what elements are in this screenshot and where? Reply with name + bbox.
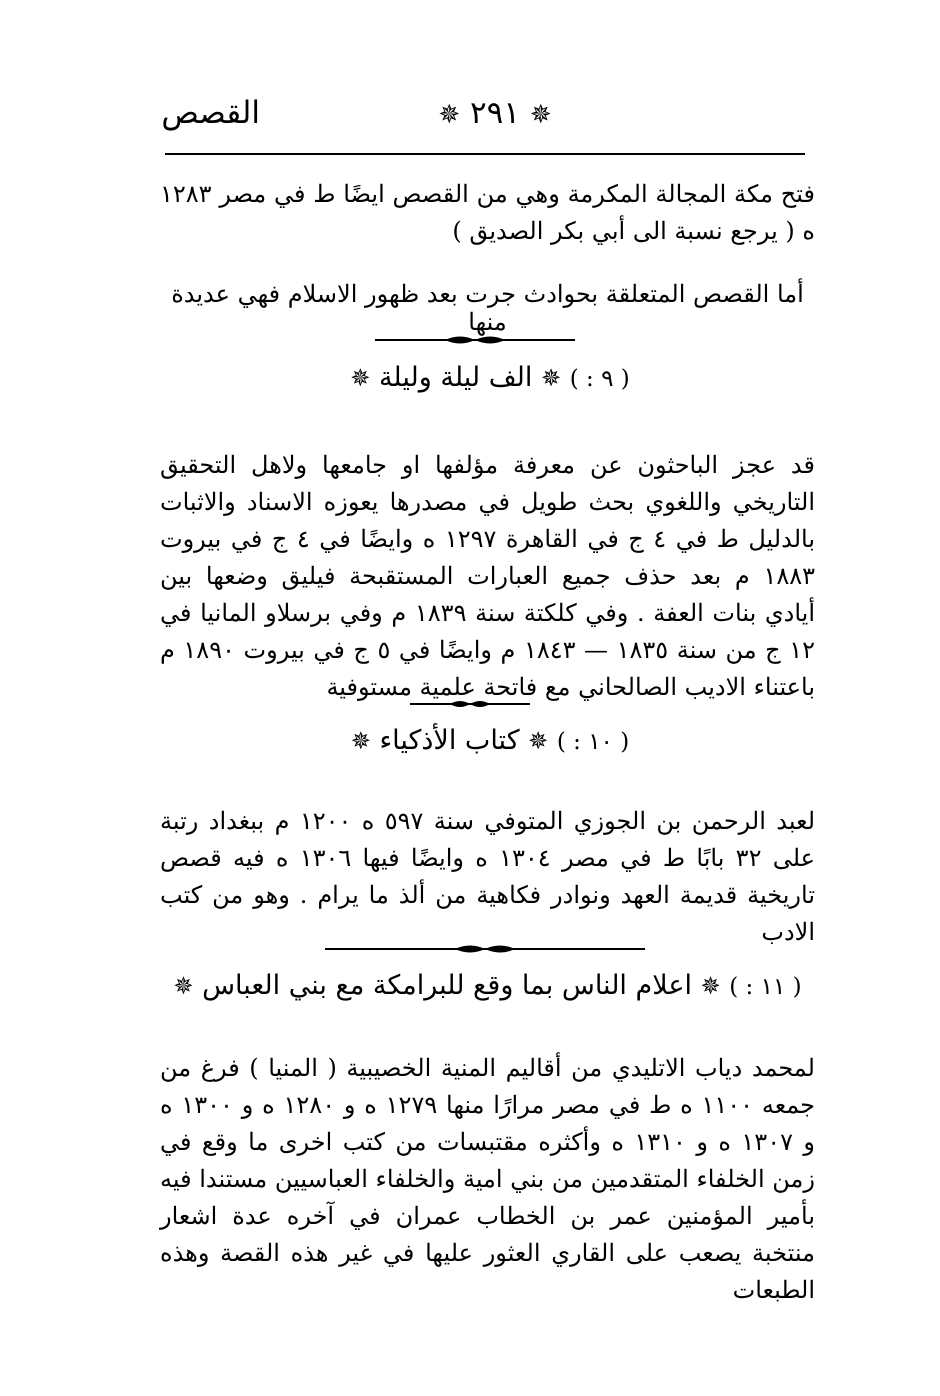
section-number: ( ٩ : ) <box>569 366 630 392</box>
section-title: الف ليلة وليلة <box>378 362 533 393</box>
page-header <box>161 95 805 145</box>
star-ornament-icon: ✵ <box>700 972 721 1000</box>
star-ornament-icon: ✵ <box>350 364 371 392</box>
ornament-star-icon: ✵ <box>438 100 461 130</box>
star-ornament-icon: ✵ <box>541 364 562 392</box>
section-number: ( ١١ : ) <box>729 974 802 1000</box>
section-body: قد عجز الباحثون عن معرفة مؤلفها او جامعها ولاهل التحقيق التاريخي واللغوي بحث طويل في مصدرها يعوزه الاسناد والاثبات بالدليل ط في ٤ ج في القاهرة ١٢٩٧ ه وايضًا في ٤ ج في بيروت ١٨٨٣ م بعد حذف جميع العبارات المستقبحة فيليق وضعها بين أيادي بنات العفة . وفي كلكتة سنة ١٨٣٩ م وفي برسلاو المانيا في ١٢ ج من سنة ١٨٣٥ — ١٨٤٣ م وايضًا في ٥ ج في بيروت ١٨٩٠ م باعتناء الاديب الصالحاني مع فاتحة علمية مستوفية <box>160 451 816 701</box>
section-title: اعلام الناس بما وقع للبرامكة مع بني العباس <box>202 970 692 1001</box>
section-heading <box>160 970 815 1001</box>
section-body: لعبد الرحمن بن الجوزي المتوفي سنة ٥٩٧ ه ١٢٠٠ م ببغداد رتبة على ٣٢ بابًا ط في مصر ١٣٠٤ ه وايضًا فيها ١٣٠٦ ه فيه قصص تاريخية قديمة العهد ونوادر فكاهية من ألذ ما يرام . وهو من كتب الادب <box>160 807 816 946</box>
star-ornament-icon: ✵ <box>528 727 549 755</box>
section-title: كتاب الأذكياء <box>379 725 520 756</box>
page-number: ٢٩١ <box>470 95 520 131</box>
running-title: القصص <box>161 95 260 131</box>
star-ornament-icon: ✵ <box>350 727 371 755</box>
intro-paragraph: فتح مكة المجالة المكرمة وهي من القصص ايضًا ط في مصر ١٢٨٣ ه ( يرجع نسبة الى أبي بكر الصديق ) <box>160 180 816 245</box>
ornament-star-icon: ✵ <box>529 100 552 130</box>
section-heading <box>220 362 760 393</box>
ornamental-divider <box>375 333 575 347</box>
page-number-block <box>420 95 570 131</box>
lead-line: أما القصص المتعلقة بحوادث جرت بعد ظهور الاسلام فهي عديدة منها <box>171 280 804 336</box>
section-heading <box>220 725 760 756</box>
header-rule <box>165 153 805 155</box>
section-body: لمحمد دياب الاتليدي من أقاليم المنية الخصيبية ( المنيا ) فرغ من جمعه ١١٠٠ ه ط في مصر مرارًا منها ١٢٧٩ ه و ١٢٨٠ ه و ١٣٠٠ ه و ١٣٠٧ ه و ١٣١٠ ه وأكثره مقتبسات من كتب اخرى ما وقع في زمن الخلفاء المتقدمين من بني امية والخلفاء العباسيين مستندا فيه بأمير المؤمنين عمر بن الخطاب عمران في آخره عدة اشعار منتخبة يصعب على القاري العثور عليها في غير هذه القصة وهذه الطبعات <box>160 1054 816 1304</box>
star-ornament-icon: ✵ <box>173 972 194 1000</box>
section-number: ( ١٠ : ) <box>556 729 630 755</box>
ornamental-divider <box>410 697 530 711</box>
ornamental-divider <box>325 942 645 956</box>
